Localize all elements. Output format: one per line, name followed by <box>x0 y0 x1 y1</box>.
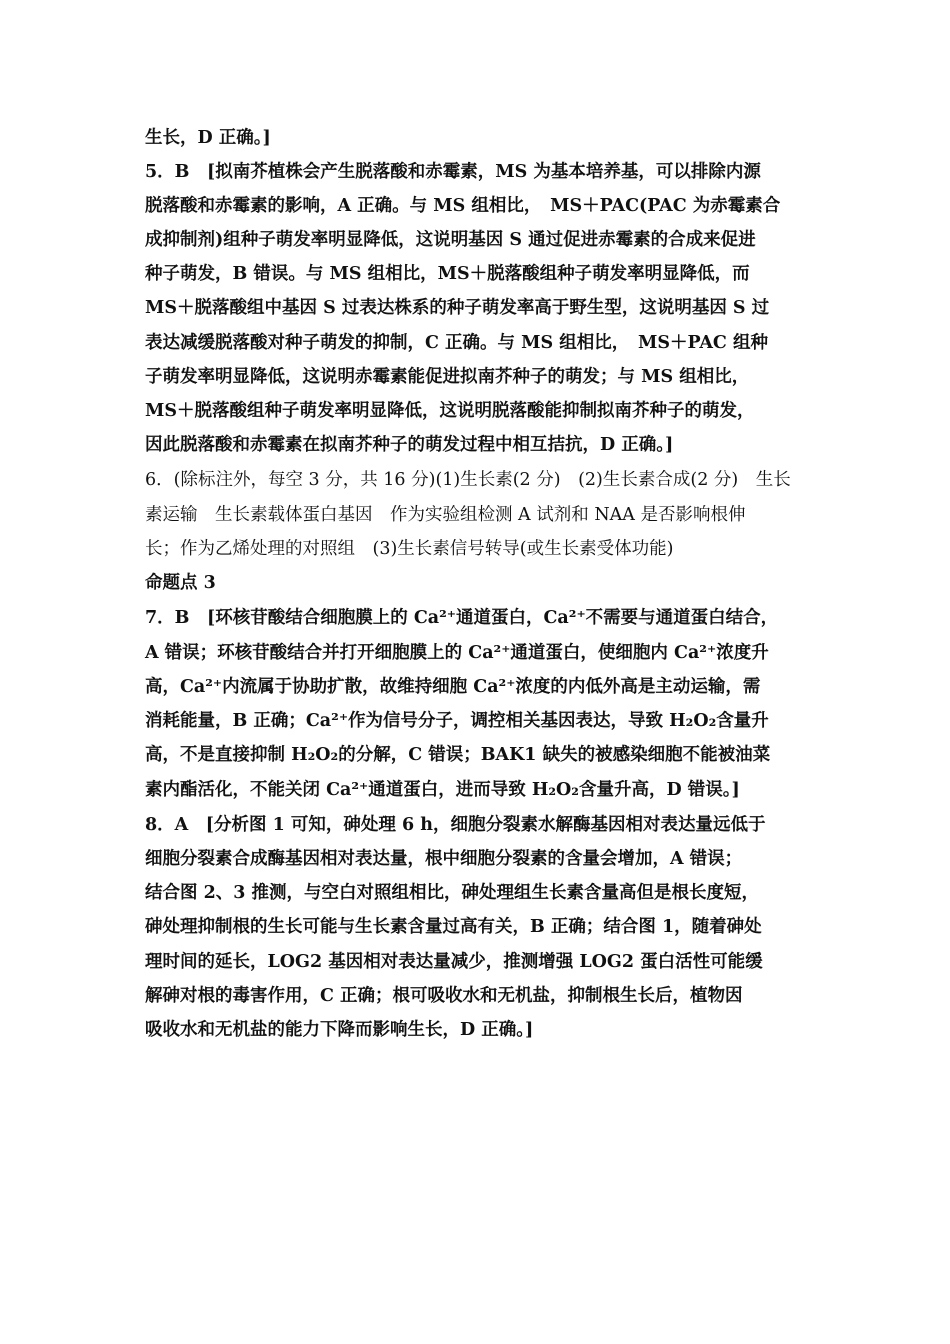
text-line: MS＋脱落酸组种子萌发率明显降低，这说明脱落酸能抑制拟南芥种子的萌发， <box>145 401 755 421</box>
text-line: 理时间的延长，LOG2 基因相对表达量减少，推测增强 LOG2 蛋白活性可能缓 <box>145 952 763 972</box>
text-line: MS＋脱落酸组中基因 S 过表达株系的种子萌发率高于野生型，这说明基因 S 过 <box>145 298 770 318</box>
text-line: 子萌发率明显降低，这说明赤霉素能促进拟南芥种子的萌发；与 MS 组相比， <box>145 367 750 387</box>
text-line: 7．B [环核苷酸结合细胞膜上的 Ca²⁺通道蛋白，Ca²⁺不需要与通道蛋白结合， <box>145 608 779 628</box>
text-line: 生长，D 正确。] <box>145 128 271 148</box>
text-line: 高，不是直接抑制 H₂O₂的分解，C 错误；BAK1 缺失的被感染细胞不能被油菜 <box>145 745 771 765</box>
text-line: 砷处理抑制根的生长可能与生长素含量过高有关，B 正确；结合图 1，随着砷处 <box>145 917 762 937</box>
text-line: 长；作为乙烯处理的对照组 (3)生长素信号转导(或生长素受体功能) <box>145 539 674 559</box>
section-heading: 命题点 3 <box>145 573 216 593</box>
text-line: 8．A [分析图 1 可知，砷处理 6 h，细胞分裂素水解酶基因相对表达量远低于 <box>145 815 766 835</box>
text-line: A 错误；环核苷酸结合并打开细胞膜上的 Ca²⁺通道蛋白，使细胞内 Ca²⁺浓度升 <box>145 643 769 663</box>
text-line: 细胞分裂素合成酶基因相对表达量，根中细胞分裂素的含量会增加，A 错误； <box>145 849 743 869</box>
text-line: 素内酯活化，不能关闭 Ca²⁺通道蛋白，进而导致 H₂O₂含量升高，D 错误。] <box>145 780 740 800</box>
text-line: 吸收水和无机盐的能力下降而影响生长，D 正确。] <box>145 1020 534 1040</box>
text-line: 消耗能量，B 正确；Ca²⁺作为信号分子，调控相关基因表达，导致 H₂O₂含量升 <box>145 711 769 731</box>
text-line: 种子萌发，B 错误。与 MS 组相比，MS＋脱落酸组种子萌发率明显降低，而 <box>145 264 750 284</box>
text-line: 6．(除标注外，每空 3 分，共 16 分)(1)生长素(2 分) (2)生长素合成(2 分) 生长 <box>145 470 791 490</box>
text-line: 表达减缓脱落酸对种子萌发的抑制，C 正确。与 MS 组相比， MS＋PAC 组种 <box>145 333 768 353</box>
text-line: 结合图 2、3 推测，与空白对照组相比，砷处理组生长素含量高但是根长度短， <box>145 883 760 903</box>
text-line: 高，Ca²⁺内流属于协助扩散，故维持细胞 Ca²⁺浓度的内低外高是主动运输，需 <box>145 677 761 697</box>
text-line: 因此脱落酸和赤霉素在拟南芥种子的萌发过程中相互拮抗，D 正确。] <box>145 435 674 455</box>
text-line: 解砷对根的毒害作用，C 正确；根可吸收水和无机盐，抑制根生长后，植物因 <box>145 986 743 1006</box>
text-line: 成抑制剂)组种子萌发率明显降低，这说明基因 S 通过促进赤霉素的合成来促进 <box>145 230 756 250</box>
text-line: 脱落酸和赤霉素的影响，A 正确。与 MS 组相比， MS＋PAC(PAC 为赤霉素合 <box>145 196 781 216</box>
text-line: 素运输 生长素载体蛋白基因 作为实验组检测 A 试剂和 NAA 是否影响根伸 <box>145 505 746 525</box>
text-line: 5．B [拟南芥植株会产生脱落酸和赤霉素，MS 为基本培养基，可以排除内源 <box>145 162 761 182</box>
